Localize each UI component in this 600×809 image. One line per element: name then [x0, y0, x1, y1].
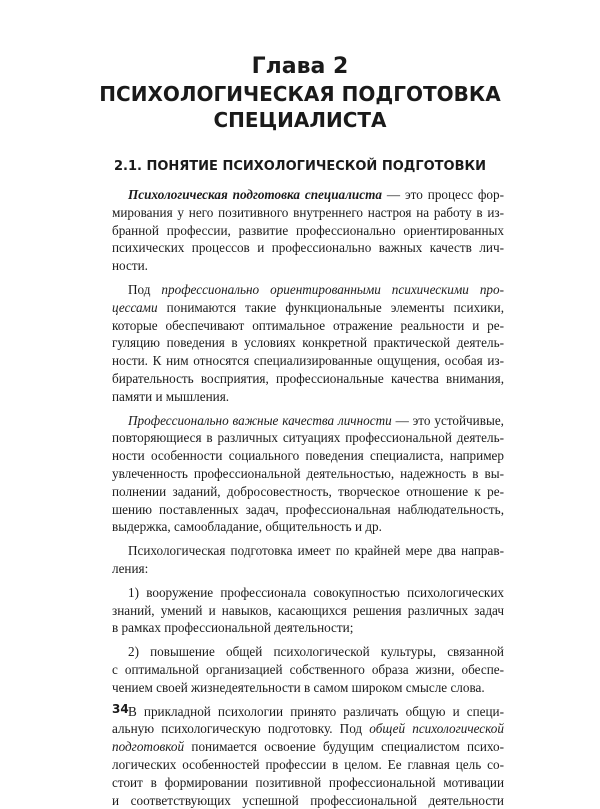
text-run: — это устойчивые,	[392, 413, 504, 428]
text-run: бирательность восприятия, профессиональные качества внимания,	[112, 371, 504, 386]
text-line	[112, 703, 504, 721]
text-line	[112, 465, 504, 483]
chapter-title-line: СПЕЦИАЛИСТА	[0, 107, 600, 133]
text-run: психических процессов и профессионально важных качеств лич-	[112, 240, 504, 255]
text-line	[112, 602, 504, 620]
text-line	[112, 204, 504, 222]
text-line	[112, 518, 504, 536]
text-run: Под	[128, 282, 161, 297]
text-run: Психологическая подготовка имеет по крайней мере два направ-	[128, 543, 504, 558]
text-run: ления:	[112, 561, 148, 576]
text-line	[112, 661, 504, 679]
text-line	[112, 370, 504, 388]
text-line	[112, 483, 504, 501]
text-run: знаний, умений и навыков, касающихся решения различных задач	[112, 603, 504, 618]
emphasized-term: подготовкой	[112, 739, 184, 754]
text-line	[112, 334, 504, 352]
text-run: которые обеспечивают оптимальное отражение реальности и ре-	[112, 318, 504, 333]
text-line	[112, 792, 504, 809]
text-line	[112, 222, 504, 240]
emphasized-term: цессами	[112, 300, 158, 315]
chapter-label: Глава 2	[0, 54, 600, 80]
text-run: понимается освоение будущим специалистом психо-	[184, 739, 504, 754]
text-line	[112, 317, 504, 335]
text-line	[112, 720, 504, 738]
text-line	[112, 447, 504, 465]
text-run: 2) повышение общей психологической культуры, связанной	[128, 644, 504, 659]
text-line	[112, 643, 504, 661]
defined-term: Психологическая подготовка специалиста	[128, 187, 382, 202]
text-line	[112, 756, 504, 774]
text-run: мирования у него позитивного внутреннего настроя на работу в из-	[112, 205, 504, 220]
emphasized-term: профессионально ориентированными психическими про-	[161, 282, 504, 297]
text-run: увлеченность профессиональной деятельностью, надежность в вы-	[112, 466, 504, 481]
text-line	[112, 619, 504, 637]
paragraph	[112, 281, 504, 406]
text-line	[112, 186, 504, 204]
text-run: ности особенности социального поведения специалиста, например	[112, 448, 504, 463]
text-run: повторяющиеся в различных ситуациях профессиональной деятель-	[112, 430, 504, 445]
text-run: шению поставленных задач, профессиональная наблюдательность,	[112, 502, 504, 517]
text-line	[112, 299, 504, 317]
paragraph	[112, 584, 504, 637]
text-run: понимаются такие функциональные элементы психики,	[158, 300, 504, 315]
text-line	[112, 239, 504, 257]
text-line	[112, 584, 504, 602]
text-run: В прикладной психологии принято различать общую и специ-	[128, 704, 504, 719]
text-line	[112, 560, 504, 578]
text-line	[112, 738, 504, 756]
section-title: 2.1. ПОНЯТИЕ ПСИХОЛОГИЧЕСКОЙ ПОДГОТОВКИ	[0, 158, 600, 176]
text-line	[112, 542, 504, 560]
paragraph	[112, 703, 504, 809]
text-run: гуляцию поведения в условиях конкретной практической деятель-	[112, 335, 504, 350]
text-run: стоит в формировании позитивной профессиональной мотивации	[112, 775, 504, 790]
text-run: бранной профессии, развитие профессионально ориентированных	[112, 223, 504, 238]
text-run: памяти и мышления.	[112, 389, 229, 404]
emphasized-term: общей психологической	[369, 721, 504, 736]
paragraph	[112, 643, 504, 696]
page-number: 34	[112, 702, 129, 716]
text-run: выдержка, самообладание, общительность и др.	[112, 519, 382, 534]
text-line	[112, 774, 504, 792]
paragraph	[112, 186, 504, 275]
text-run: альную психологическую подготовку. Под	[112, 721, 369, 736]
paragraph	[112, 542, 504, 578]
text-line	[112, 388, 504, 406]
text-run: 1) вооружение профессионала совокупностью психологических	[128, 585, 504, 600]
text-run: логических особенностей профессии в целом. Ее главная цель со-	[112, 757, 504, 772]
text-run: — это процесс фор-	[382, 187, 504, 202]
text-run: с оптимальной организацией собственного образа жизни, обеспе-	[112, 662, 504, 677]
text-run: ности.	[112, 258, 148, 273]
text-run: чением своей жизнедеятельности в самом широком смысле слова.	[112, 680, 485, 695]
text-line	[112, 501, 504, 519]
text-run: полнении заданий, добросовестность, творческое отношение к ре-	[112, 484, 504, 499]
text-line	[112, 412, 504, 430]
text-run: в рамках профессиональной деятельности;	[112, 620, 353, 635]
emphasized-term: Профессионально важные качества личности	[128, 413, 392, 428]
paragraph	[112, 412, 504, 537]
text-line	[112, 257, 504, 275]
body-text	[112, 186, 504, 809]
text-line	[112, 281, 504, 299]
text-run: и соответствующих успешной профессиональной деятельности	[112, 793, 504, 808]
chapter-title-line: ПСИХОЛОГИЧЕСКАЯ ПОДГОТОВКА	[0, 81, 600, 107]
chapter-title	[0, 81, 600, 133]
text-line	[112, 429, 504, 447]
text-run: ности. К ним относятся специализированные ощущения, особая из-	[112, 353, 504, 368]
text-line	[112, 352, 504, 370]
text-line	[112, 679, 504, 697]
